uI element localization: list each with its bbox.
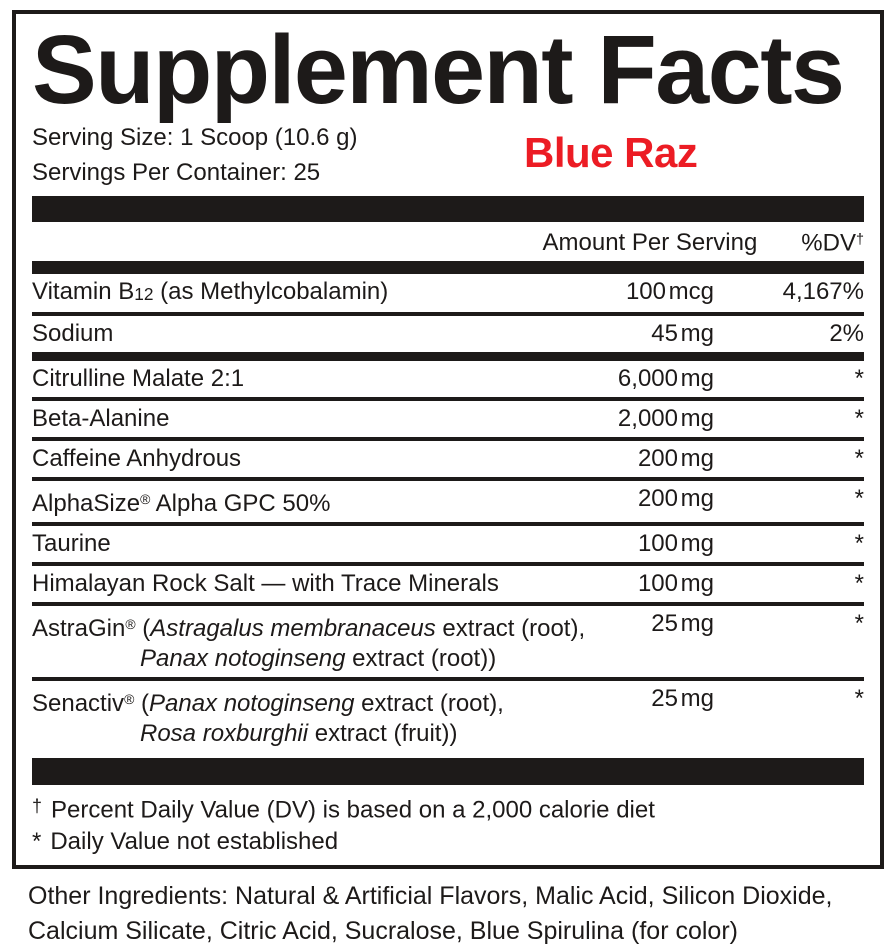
dagger-mark: † (855, 232, 864, 248)
ingredient-name: Vitamin B12 (as Methylcobalamin) (32, 278, 389, 306)
separator-bar-bottom (32, 758, 864, 785)
amount-value: 100 mg (637, 570, 714, 598)
supplement-row (32, 677, 864, 752)
daily-value: * (854, 530, 864, 558)
supplement-row (32, 477, 864, 522)
facts-box (12, 10, 884, 869)
separator-bar-nutrients (32, 352, 864, 361)
daily-value: * (854, 570, 864, 598)
daily-value: * (854, 685, 864, 713)
supplement-row (32, 602, 864, 677)
ingredient-name: Caffeine Anhydrous (32, 445, 242, 473)
supplement-rows (32, 361, 864, 752)
ingredient-name: Taurine (32, 530, 111, 558)
footnote-not-established (32, 826, 864, 857)
serving-size: Serving Size: 1 Scoop (10.6 g) (32, 124, 358, 151)
supplement-facts-panel (0, 10, 896, 949)
supplement-row (32, 522, 864, 562)
ingredient-name: Beta-Alanine (32, 405, 170, 433)
other-ingredients: Other Ingredients: Natural & Artificial Flavors, Malic Acid, Silicon Dioxide, Calcium Silicate, Citric Acid, Sucralose, Blue Spirulina (for color) (28, 881, 833, 945)
nutrient-row (32, 312, 864, 352)
amount-value: 100 mg (637, 530, 714, 558)
daily-value: 2% (829, 320, 864, 348)
amount-value: 100 mcg (625, 278, 714, 306)
daily-value: * (854, 610, 864, 638)
separator-bar-top (32, 196, 864, 222)
nutrient-row (32, 274, 864, 312)
supplement-row (32, 397, 864, 437)
footnotes (32, 785, 864, 858)
amount-value: 25 mg (651, 610, 714, 638)
daily-value: 4,167% (782, 278, 864, 306)
daily-value: * (854, 445, 864, 473)
amount-value: 2,000 mg (617, 405, 714, 433)
title: Supplement Facts (32, 15, 844, 124)
ingredient-name: Senactiv® (Panax notoginseng extract (root), Rosa roxburghii extract (fruit)) (32, 690, 504, 748)
ingredient-name: AlphaSize® Alpha GPC 50% (32, 490, 331, 518)
asterisk-mark: * (32, 827, 42, 855)
footnote-daily-value (32, 791, 864, 825)
dagger-mark: † (32, 796, 43, 817)
supplement-row (32, 437, 864, 477)
supplement-row (32, 361, 864, 397)
columns-header (32, 222, 864, 261)
percent-dv-header (801, 225, 864, 258)
serving-info (32, 120, 864, 190)
amount-value: 6,000 mg (617, 365, 714, 393)
daily-value: * (854, 485, 864, 513)
nutrient-rows (32, 274, 864, 352)
ingredient-name: AstraGin® (Astragalus membranaceus extract (root), Panax notoginseng extract (root)) (32, 615, 586, 673)
separator-bar-header (32, 261, 864, 274)
amount-value: 200 mg (637, 445, 714, 473)
amount-per-serving-header: Amount Per Serving (542, 229, 758, 257)
amount-value: 200 mg (637, 485, 714, 513)
ingredient-name: Himalayan Rock Salt — with Trace Minerals (32, 570, 499, 598)
ingredient-name: Citrulline Malate 2:1 (32, 365, 245, 393)
servings-per-container: Servings Per Container: 25 (32, 159, 321, 186)
supplement-row (32, 562, 864, 602)
amount-value: 25 mg (651, 685, 714, 713)
percent-dv-label: %DV (801, 229, 856, 257)
flavor-name: Blue Raz (524, 129, 698, 176)
daily-value: * (854, 405, 864, 433)
daily-value: * (854, 365, 864, 393)
footnote-text: Daily Value not established (50, 827, 339, 855)
footnote-text: Percent Daily Value (DV) is based on a 2,000 calorie diet (51, 796, 655, 824)
ingredient-name: Sodium (32, 320, 114, 348)
amount-value: 45 mg (651, 320, 714, 348)
